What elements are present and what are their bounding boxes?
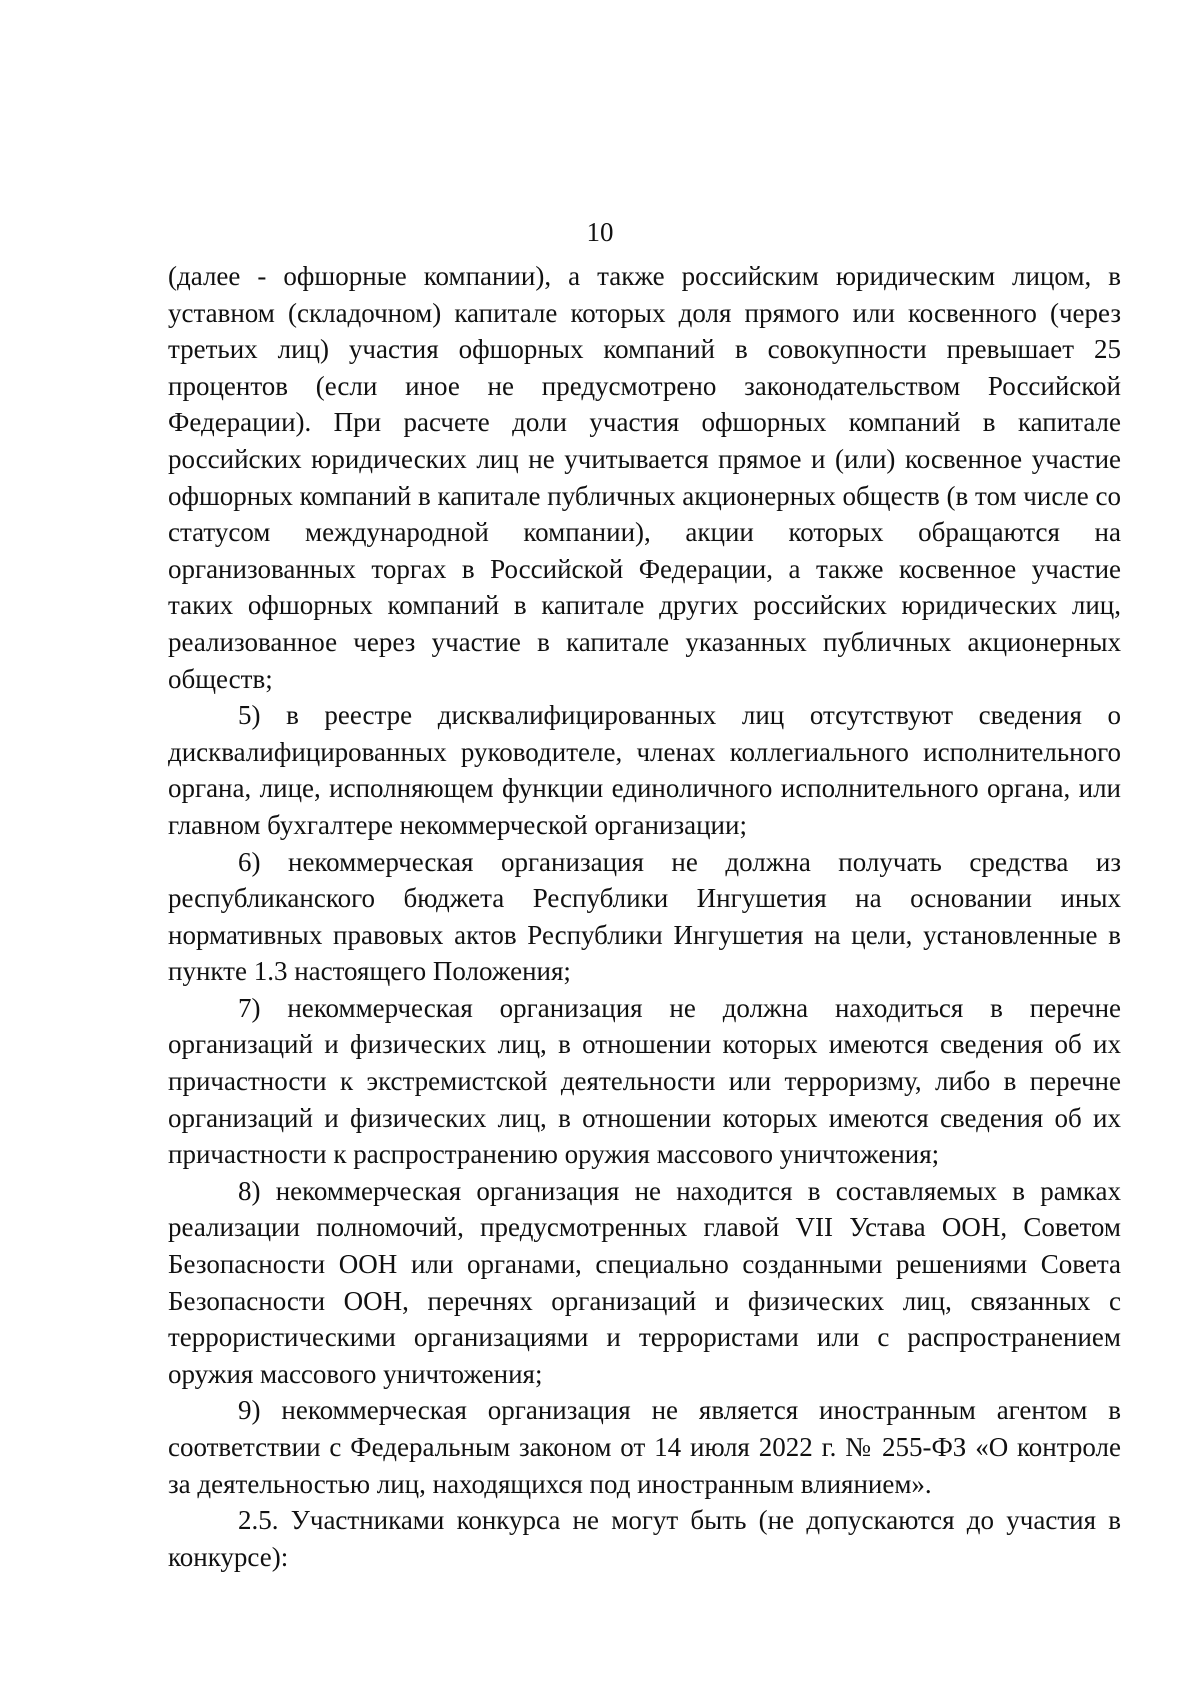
paragraph-item-6: 6) некоммерческая организация не должна получать средства из республиканского бюджета Республики Ингушетия на основании иных нормативных правовых актов Республики Ингушетия на цели, установленные в пункте 1.3 настоящего Положения;	[168, 846, 1121, 987]
paragraph-offshore-continuation: (далее - офшорные компании), а также российским юридическим лицом, в уставном (складочном) капитале которых доля прямого или косвенного (через третьих лиц) участия офшорных компаний в совокупности превышает 25 процентов (если иное не предусмотрено законодательством Российской Федерации). При расчете доли участия офшорных компаний в капитале российских юридических лиц не учитывается прямое и (или) косвенное участие офшорных компаний в капитале публичных акционерных обществ (в том числе со статусом международной компании), акции которых обращаются на организованных торгах в Российской Федерации, а также косвенное участие таких офшорных компаний в капитале других российских юридических лиц, реализованное через участие в капитале указанных публичных акционерных обществ;	[168, 261, 1121, 694]
paragraph-section-2-5: 2.5. Участниками конкурса не могут быть (не допускаются до участия в конкурсе):	[168, 1505, 1121, 1572]
paragraph-item-5: 5) в реестре дисквалифицированных лиц отсутствуют сведения о дисквалифицированных руководителе, членах коллегиального исполнительного органа, лице, исполняющем функции единоличного исполнительного органа, или главном бухгалтере некоммерческой организации;	[168, 700, 1121, 840]
paragraph-item-7: 7) некоммерческая организация не должна находиться в перечне организаций и физических лиц, в отношении которых имеются сведения об их причастности к экстремистской деятельности или терроризму, либо в перечне организаций и физических лиц, в отношении которых имеются сведения об их причастности к распространению оружия массового уничтожения;	[168, 992, 1121, 1170]
document-body	[168, 258, 1121, 1575]
paragraph-item-8: 8) некоммерческая организация не находится в составляемых в рамках реализации полномочий, предусмотренных главой VII Устава ООН, Советом Безопасности ООН или органами, специально созданными решениями Совета Безопасности ООН, перечнях организаций и физических лиц, связанных с террористическими организациями и террористами или с распространением оружия массового уничтожения;	[168, 1175, 1121, 1389]
paragraph-item-9: 9) некоммерческая организация не является иностранным агентом в соответствии с Федеральным законом от 14 июля 2022 г. № 255-ФЗ «О контроле за деятельностью лиц, находящихся под иностранным влиянием».	[168, 1395, 1121, 1499]
page-number: 10	[586, 217, 614, 247]
